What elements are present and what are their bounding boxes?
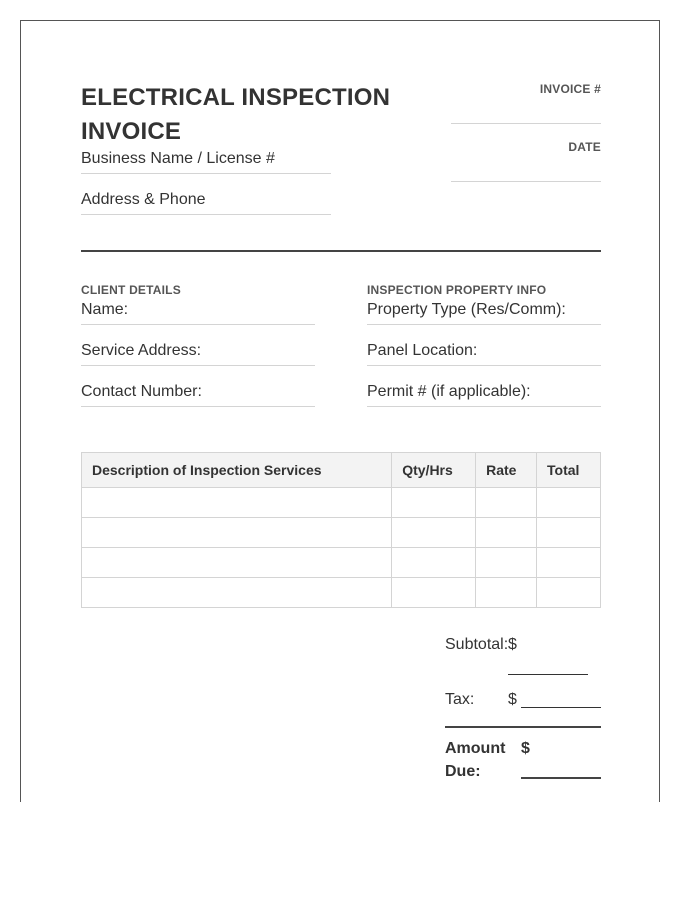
rate-cell[interactable] <box>476 578 537 608</box>
permit-number-line[interactable] <box>367 406 601 407</box>
qty-cell[interactable] <box>392 578 476 608</box>
address-phone-line[interactable] <box>81 214 331 215</box>
total-cell[interactable] <box>537 488 601 518</box>
column-header-total: Total <box>537 453 601 488</box>
panel-location-line[interactable] <box>367 365 601 366</box>
property-info-heading: INSPECTION PROPERTY INFO <box>367 283 547 297</box>
contact-number-line[interactable] <box>81 406 315 407</box>
table-row <box>82 578 601 608</box>
business-name-label: Business Name / License # <box>81 150 275 167</box>
invoice-number-line[interactable] <box>451 123 601 124</box>
business-name-line[interactable] <box>81 173 331 174</box>
description-cell[interactable] <box>82 548 392 578</box>
total-cell[interactable] <box>537 548 601 578</box>
subtotal-currency: $ <box>508 636 517 653</box>
amount-due-line[interactable] <box>521 777 601 779</box>
tax-label: Tax: <box>445 691 475 708</box>
total-cell[interactable] <box>537 518 601 548</box>
date-line[interactable] <box>451 181 601 182</box>
qty-cell[interactable] <box>392 518 476 548</box>
services-table <box>81 452 601 608</box>
service-address-line[interactable] <box>81 365 315 366</box>
qty-cell[interactable] <box>392 548 476 578</box>
column-header-description: Description of Inspection Services <box>82 453 392 488</box>
client-name-line[interactable] <box>81 324 315 325</box>
tax-line[interactable] <box>521 707 601 708</box>
service-address-label: Service Address: <box>81 342 202 359</box>
description-cell[interactable] <box>82 488 392 518</box>
invoice-number-label: INVOICE # <box>539 82 601 96</box>
header-divider <box>81 250 601 252</box>
permit-number-label: Permit # (if applicable): <box>367 383 531 400</box>
amount-due-label: Amount <box>445 740 506 757</box>
property-type-line[interactable] <box>367 324 601 325</box>
column-header-qty: Qty/Hrs <box>392 453 476 488</box>
page-title: ELECTRICAL INSPECTION INVOICE <box>81 84 391 145</box>
table-header-row <box>82 453 601 488</box>
date-label: DATE <box>568 140 601 154</box>
tax-currency: $ <box>508 691 517 708</box>
description-cell[interactable] <box>82 578 392 608</box>
total-cell[interactable] <box>537 578 601 608</box>
invoice-page <box>20 20 660 802</box>
client-name-label: Name: <box>81 301 129 318</box>
subtotal-line[interactable] <box>508 674 588 675</box>
table-row <box>82 548 601 578</box>
rate-cell[interactable] <box>476 488 537 518</box>
subtotal-label: Subtotal: <box>445 636 509 653</box>
table-row <box>82 488 601 518</box>
totals-divider <box>445 726 601 728</box>
client-details-heading: CLIENT DETAILS <box>81 283 181 297</box>
rate-cell[interactable] <box>476 518 537 548</box>
column-header-rate: Rate <box>476 453 537 488</box>
amount-due-label-2: Due: <box>445 763 481 780</box>
contact-number-label: Contact Number: <box>81 383 202 400</box>
amount-due-currency: $ <box>521 740 530 757</box>
table-row <box>82 518 601 548</box>
panel-location-label: Panel Location: <box>367 342 478 359</box>
rate-cell[interactable] <box>476 548 537 578</box>
property-type-label: Property Type (Res/Comm): <box>367 301 566 318</box>
address-phone-label: Address & Phone <box>81 191 206 208</box>
description-cell[interactable] <box>82 518 392 548</box>
qty-cell[interactable] <box>392 488 476 518</box>
